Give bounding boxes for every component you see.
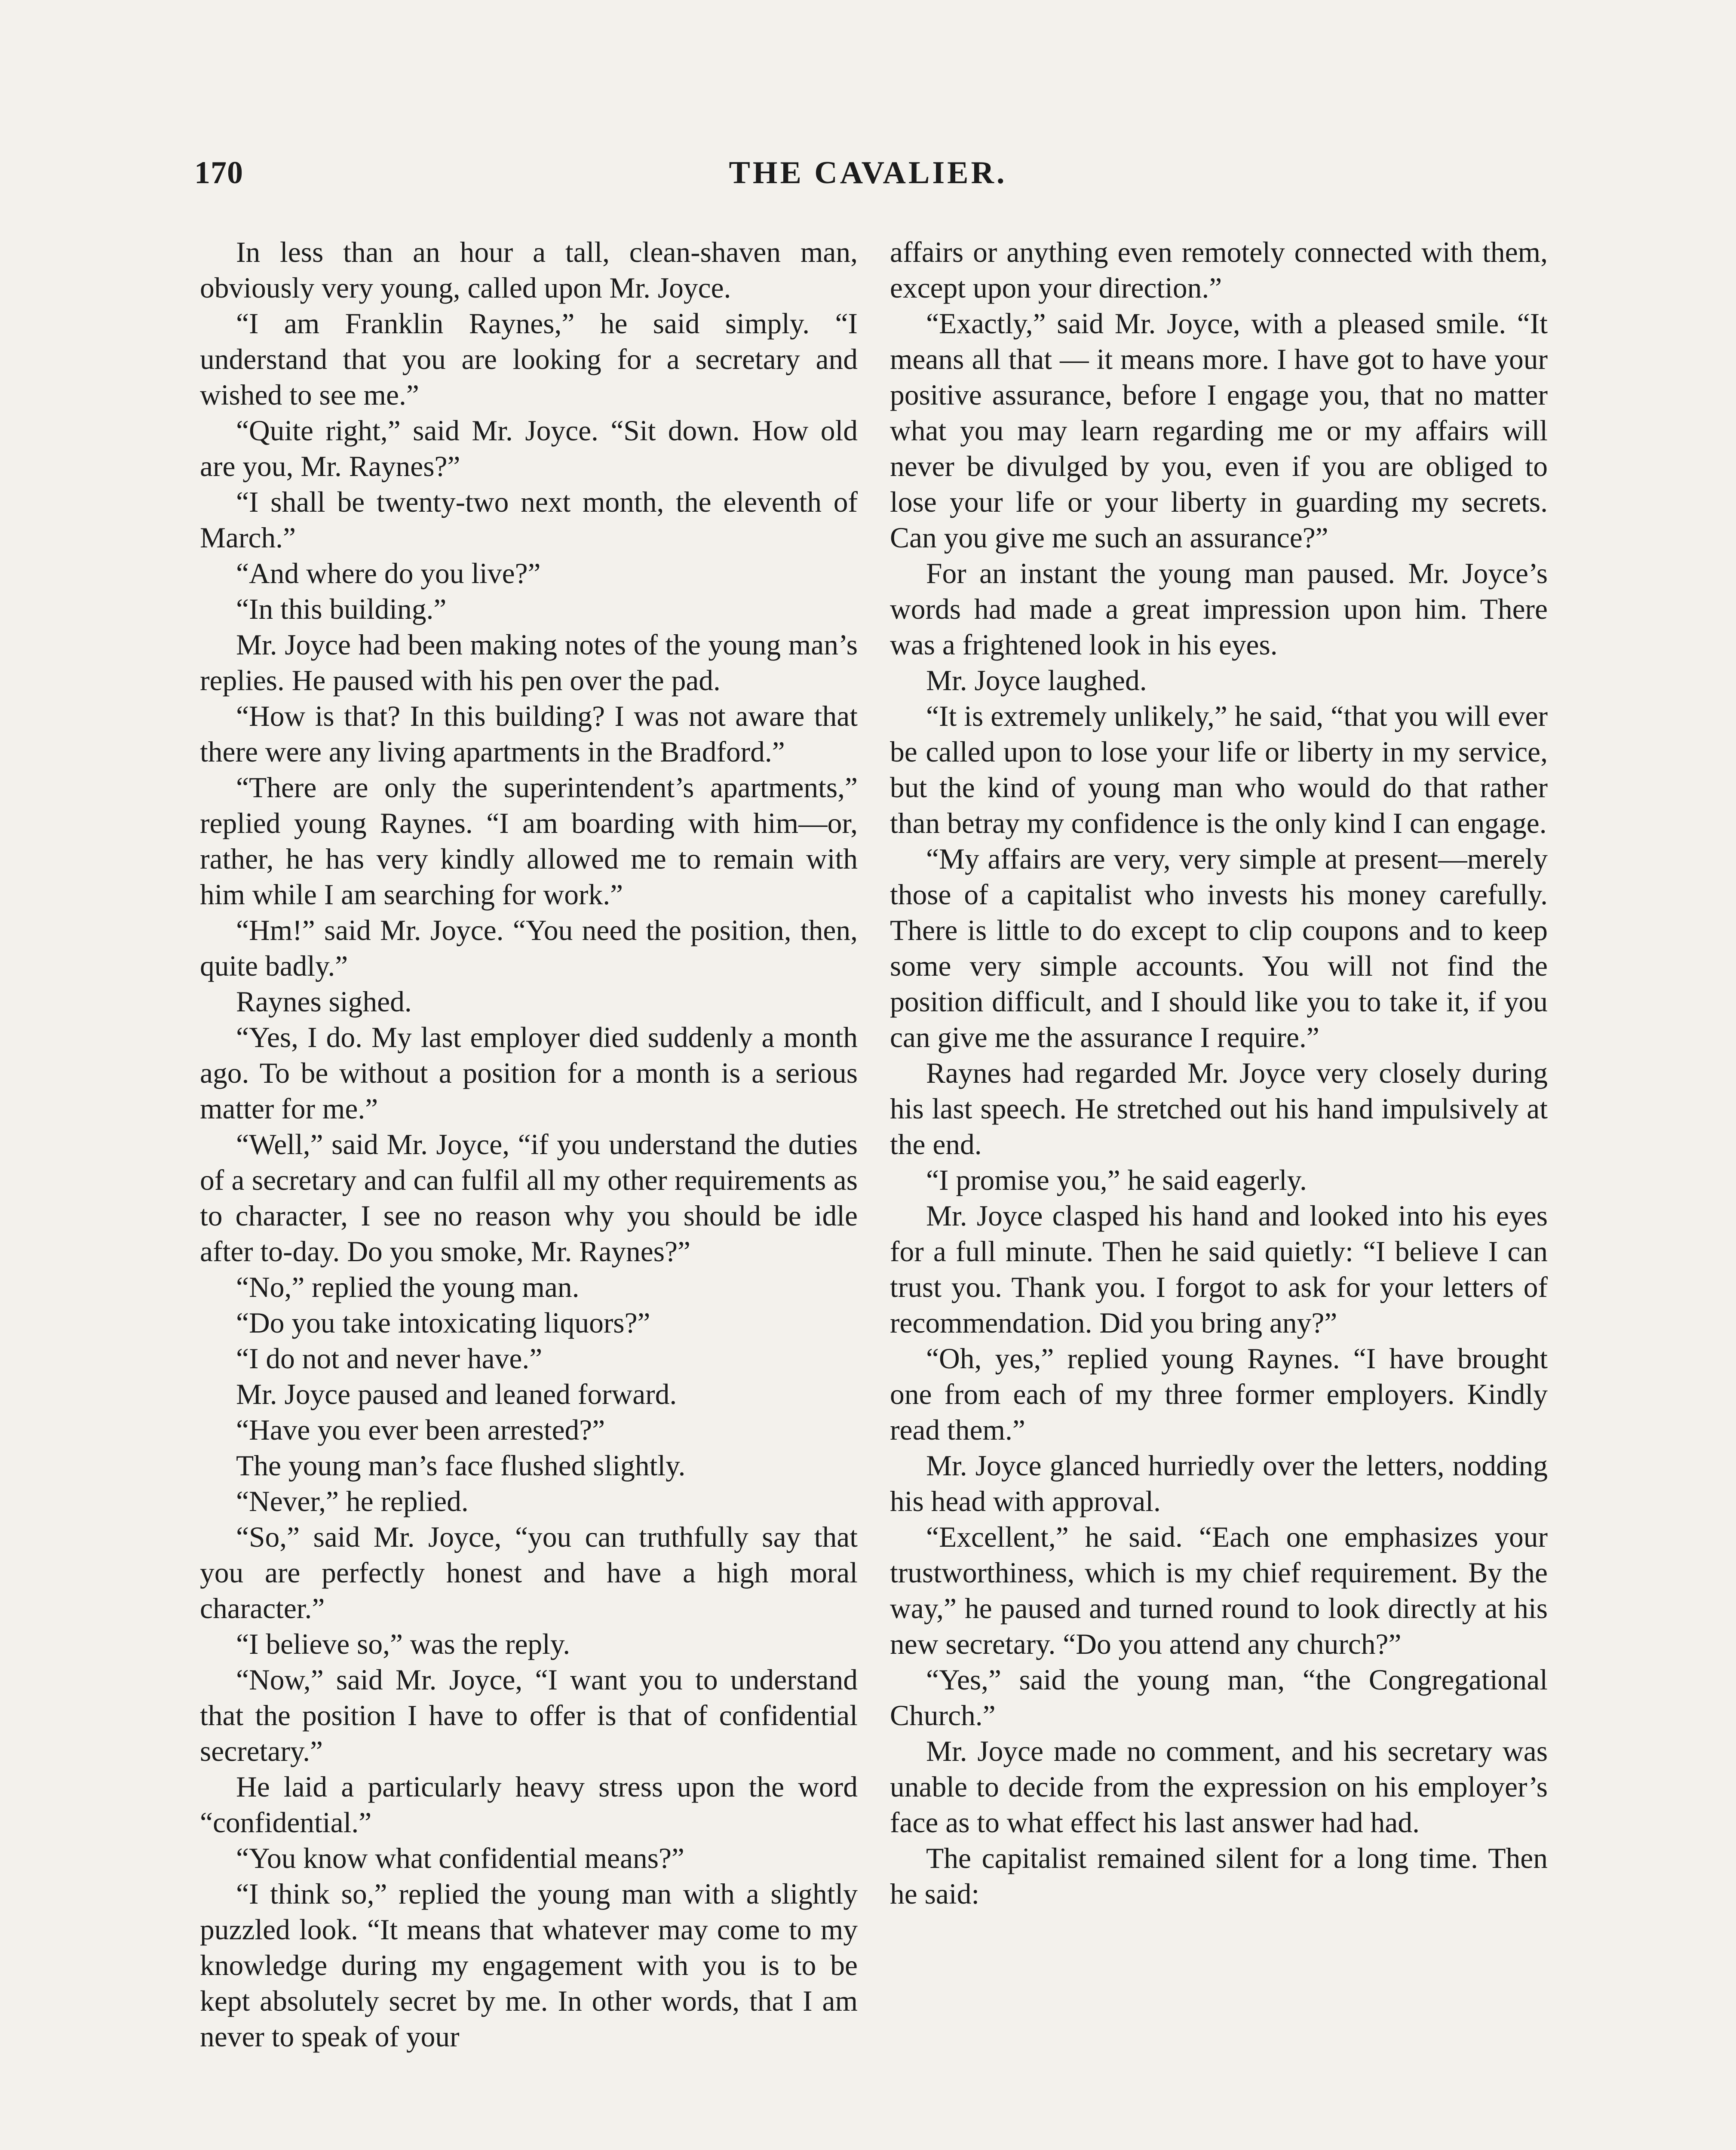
paragraph: For an instant the young man paused. Mr. Joyce’s words had made a great impression upon him. There was a frightened look in his eyes. <box>890 557 1548 661</box>
left-text-column <box>200 234 858 2055</box>
paragraph: “You know what confidential means?” <box>236 1842 684 1874</box>
paragraph: “It is extremely unlikely,” he said, “that you will ever be called upon to lose your life or liberty in my service, but the kind of young man who would do that rather than betray my confidence is the only kind I can engage. <box>890 700 1548 839</box>
paragraph: “Excellent,” he said. “Each one emphasizes your trustworthiness, which is my chief requirement. By the way,” he paused and turned round to look directly at his new secretary. “Do you attend any church?” <box>890 1521 1548 1660</box>
paragraph: “Have you ever been arrested?” <box>236 1414 605 1446</box>
paragraph: “Quite right,” said Mr. Joyce. “Sit down. How old are you, Mr. Raynes?” <box>200 415 858 482</box>
paragraph: Raynes had regarded Mr. Joyce very closely during his last speech. He stretched out his hand impulsively at the end. <box>890 1057 1548 1161</box>
paragraph: Mr. Joyce had been making notes of the young man’s replies. He paused with his pen over the pad. <box>200 629 858 697</box>
paragraph: “I shall be twenty-two next month, the eleventh of March.” <box>200 486 858 554</box>
paragraph: “I believe so,” was the reply. <box>236 1628 570 1660</box>
paragraph: “How is that? In this building? I was not aware that there were any living apartments in the Bradford.” <box>200 700 858 768</box>
paragraph: Raynes sighed. <box>236 986 412 1018</box>
page-number: 170 <box>194 155 243 190</box>
paragraph: Mr. Joyce laughed. <box>926 664 1147 697</box>
paragraph: “My affairs are very, very simple at present—merely those of a capitalist who invests his money carefully. There is little to do except to clip coupons and to keep some very simple accounts. You will not find the position difficult, and I should like you to take it, if you can give me the assurance I require.” <box>890 843 1548 1054</box>
paragraph: “Hm!” said Mr. Joyce. “You need the position, then, quite badly.” <box>200 914 858 982</box>
paragraph: Mr. Joyce paused and leaned forward. <box>236 1378 677 1410</box>
paragraph: “I do not and never have.” <box>236 1342 543 1375</box>
paragraph: “No,” replied the young man. <box>236 1271 580 1303</box>
paragraph: “Oh, yes,” replied young Raynes. “I have brought one from each of my three former employers. Kindly read them.” <box>890 1342 1548 1446</box>
paragraph: “I am Franklin Raynes,” he said simply. “I understand that you are looking for a secretary and wished to see me.” <box>200 307 858 411</box>
paragraph: In less than an hour a tall, clean-shaven man, obviously very young, called upon Mr. Joyce. <box>200 236 858 304</box>
paragraph: “Exactly,” said Mr. Joyce, with a pleased smile. “It means all that — it means more. I have got to have your positive assurance, before I engage you, that no matter what you may learn regarding me or my affairs will never be divulged by you, even if you are obliged to lose your life or your liberty in guarding my secrets. Can you give me such an assurance?” <box>890 307 1548 554</box>
paragraph: Mr. Joyce clasped his hand and looked into his eyes for a full minute. Then he said quietly: “I believe I can trust you. Thank you. I forgot to ask for your letters of recommendation. Did you bring any?” <box>890 1200 1548 1339</box>
paragraph-continued: affairs or anything even remotely connected with them, except upon your direction.” <box>890 236 1548 304</box>
paragraph: “Do you take intoxicating liquors?” <box>236 1307 650 1339</box>
paragraph: The young man’s face flushed slightly. <box>236 1450 686 1482</box>
paragraph: “Well,” said Mr. Joyce, “if you understand the duties of a secretary and can fulfil all my other requirements as to character, I see no reason why you should be idle after to-day. Do you smoke, Mr. Raynes?” <box>200 1128 858 1268</box>
paragraph: “In this building.” <box>236 593 447 625</box>
paragraph: Mr. Joyce glanced hurriedly over the letters, nodding his head with approval. <box>890 1450 1548 1517</box>
paragraph: “And where do you live?” <box>236 557 541 590</box>
paragraph: The capitalist remained silent for a long time. Then he said: <box>890 1842 1548 1910</box>
paragraph: “So,” said Mr. Joyce, “you can truthfully say that you are perfectly honest and have a high moral character.” <box>200 1521 858 1625</box>
paragraph: “I promise you,” he said eagerly. <box>926 1164 1307 1196</box>
paragraph: “Never,” he replied. <box>236 1485 469 1517</box>
paragraph: “I think so,” replied the young man with a slightly puzzled look. “It means that whatever may come to my knowledge during my engagement with you is to be kept absolutely secret by me. In other words, that I am never to speak of your <box>200 1878 858 2053</box>
paragraph: He laid a particularly heavy stress upon the word “confidential.” <box>200 1771 858 1839</box>
paragraph: “Yes, I do. My last employer died suddenly a month ago. To be without a position for a month is a serious matter for me.” <box>200 1021 858 1125</box>
right-text-column <box>890 234 1548 1912</box>
paragraph: “There are only the superintendent’s apartments,” replied young Raynes. “I am boarding with him—or, rather, he has very kindly allowed me to remain with him while I am searching for work.” <box>200 771 858 911</box>
running-head-title: THE CAVALIER. <box>729 155 1007 190</box>
paragraph: “Yes,” said the young man, “the Congregational Church.” <box>890 1664 1548 1732</box>
paragraph: Mr. Joyce made no comment, and his secretary was unable to decide from the expression on his employer’s face as to what effect his last answer had had. <box>890 1735 1548 1839</box>
paragraph: “Now,” said Mr. Joyce, “I want you to understand that the position I have to offer is that of confidential secretary.” <box>200 1664 858 1767</box>
